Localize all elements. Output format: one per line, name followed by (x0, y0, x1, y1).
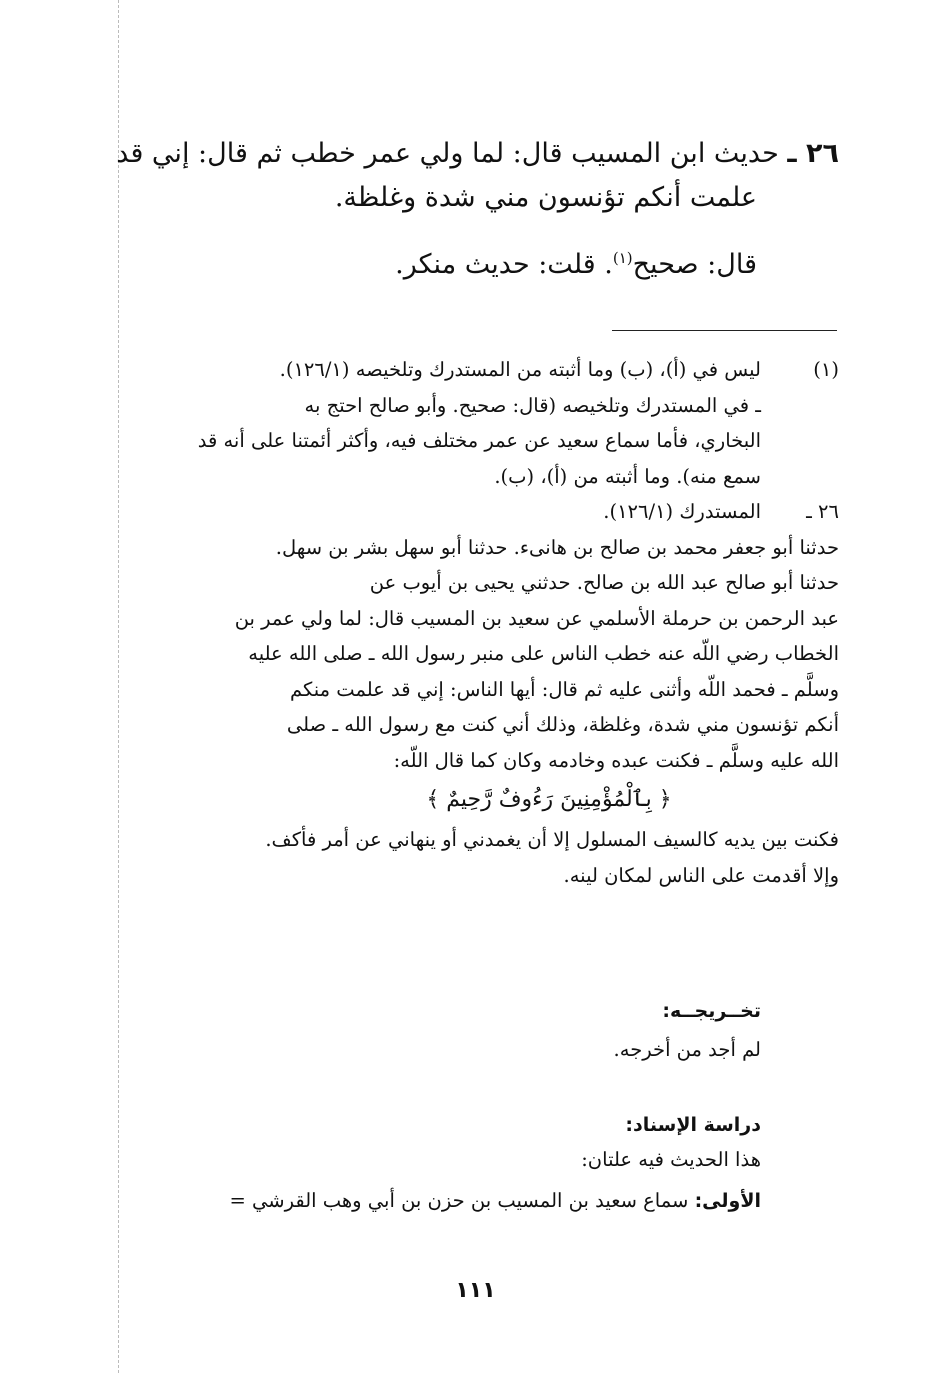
isnad-line-5: وسلَّم ـ فحمد اللّه وأثنى عليه ثم قال: أيها الناس: إني قد علمت منكم (290, 677, 839, 701)
footnote-1-line-4: سمع منه). وما أثبته من (أ)، (ب). (494, 464, 761, 488)
quran-verse: ﴿ بِٱلْمُؤْمِنِينَ رَءُوفٌ رَّحِيمٌ ﴾ (426, 787, 672, 812)
verdict-comment: . قلت: حديث منكر. (395, 249, 613, 280)
first-issue-label: الأولى: (694, 1190, 761, 1212)
takhrij-heading: تخــريجــه: (662, 1000, 761, 1022)
hadith-line-1 (116, 132, 839, 176)
dirasa-heading: دراسة الإسناد: (625, 1114, 761, 1136)
footnote-1 (119, 352, 839, 388)
footnotes (119, 352, 839, 893)
isnad-line-1: حدثنا أبو جعفر محمد بن صالح بن هانىء. حدثنا أبو سهل بشر بن سهل. (275, 535, 839, 559)
dirasa-line-2 (101, 1183, 761, 1219)
takhrij-text: لم أجد من أخرجه. (613, 1038, 761, 1061)
isnad-line-2: حدثنا أبو صالح عبد الله بن صالح. حدثني يحيى بن أيوب عن (369, 571, 839, 594)
hadith-main-text (116, 132, 839, 287)
hadith-number: ٢٦ ـ (787, 138, 839, 169)
footnote-26 (119, 494, 839, 530)
after-verse-line-1: فكنت بين يديه كالسيف المسلول إلا أن يغمدني أو ينهاني عن أمر فأكف. (265, 828, 839, 851)
takhrij-section (101, 1000, 761, 1067)
footnote-26-source: المستدرك (١٢٦/١). (603, 500, 761, 523)
footnote-ref: (١) (612, 249, 633, 267)
dirasa-line-1: هذا الحديث فيه علتان: (581, 1148, 761, 1171)
footnote-1-label: (١) (813, 358, 839, 381)
footnote-separator (612, 330, 837, 331)
footnote-1-text: ليس في (أ)، (ب) وما أثبته من المستدرك وتلخيصه (١٢٦/١). (279, 358, 761, 381)
footnote-26-label: ٢٦ ـ (806, 500, 839, 523)
footnote-1-line-2: ـ في المستدرك وتلخيصه (قال: صحيح. وأبو صالح احتج به (304, 393, 761, 417)
isnad-line-3: عبد الرحمن بن حرملة الأسلمي عن سعيد بن المسيب قال: لما ولي عمر بن (234, 606, 839, 630)
isnad-line-6: أنكم تؤنسون مني شدة، وغلظة، وذلك أني كنت مع رسول الله ـ صلى (286, 713, 839, 736)
hadith-text: حديث ابن المسيب قال: لما ولي عمر خطب ثم قال: إني قد (116, 138, 779, 169)
hadith-line-2: علمت أنكم تؤنسون مني شدة وغلظة. (334, 182, 757, 213)
first-issue-text: سماع سعيد بن المسيب بن حزن بن أبي وهب القرشي = (229, 1189, 689, 1212)
dirasa-section (101, 1114, 761, 1219)
verdict-text: قال: صحيح (632, 249, 757, 280)
hadith-verdict (139, 236, 839, 287)
isnad-line-7: الله عليه وسلَّم ـ فكنت عبده وخادمه وكان كما قال اللّه: (393, 748, 839, 772)
page-number: ١١١ (455, 1278, 496, 1303)
isnad-line-4: الخطاب رضي اللّه عنه خطب الناس على منبر رسول الله ـ صلى الله عليه (248, 642, 839, 665)
after-verse-line-2: وإلا أقدمت على الناس لمكان لينه. (563, 863, 839, 887)
footnote-1-line-3: البخاري، فأما سماع سعيد عن عمر مختلف فيه، وأكثر أئمتنا على أنه قد (197, 429, 761, 452)
